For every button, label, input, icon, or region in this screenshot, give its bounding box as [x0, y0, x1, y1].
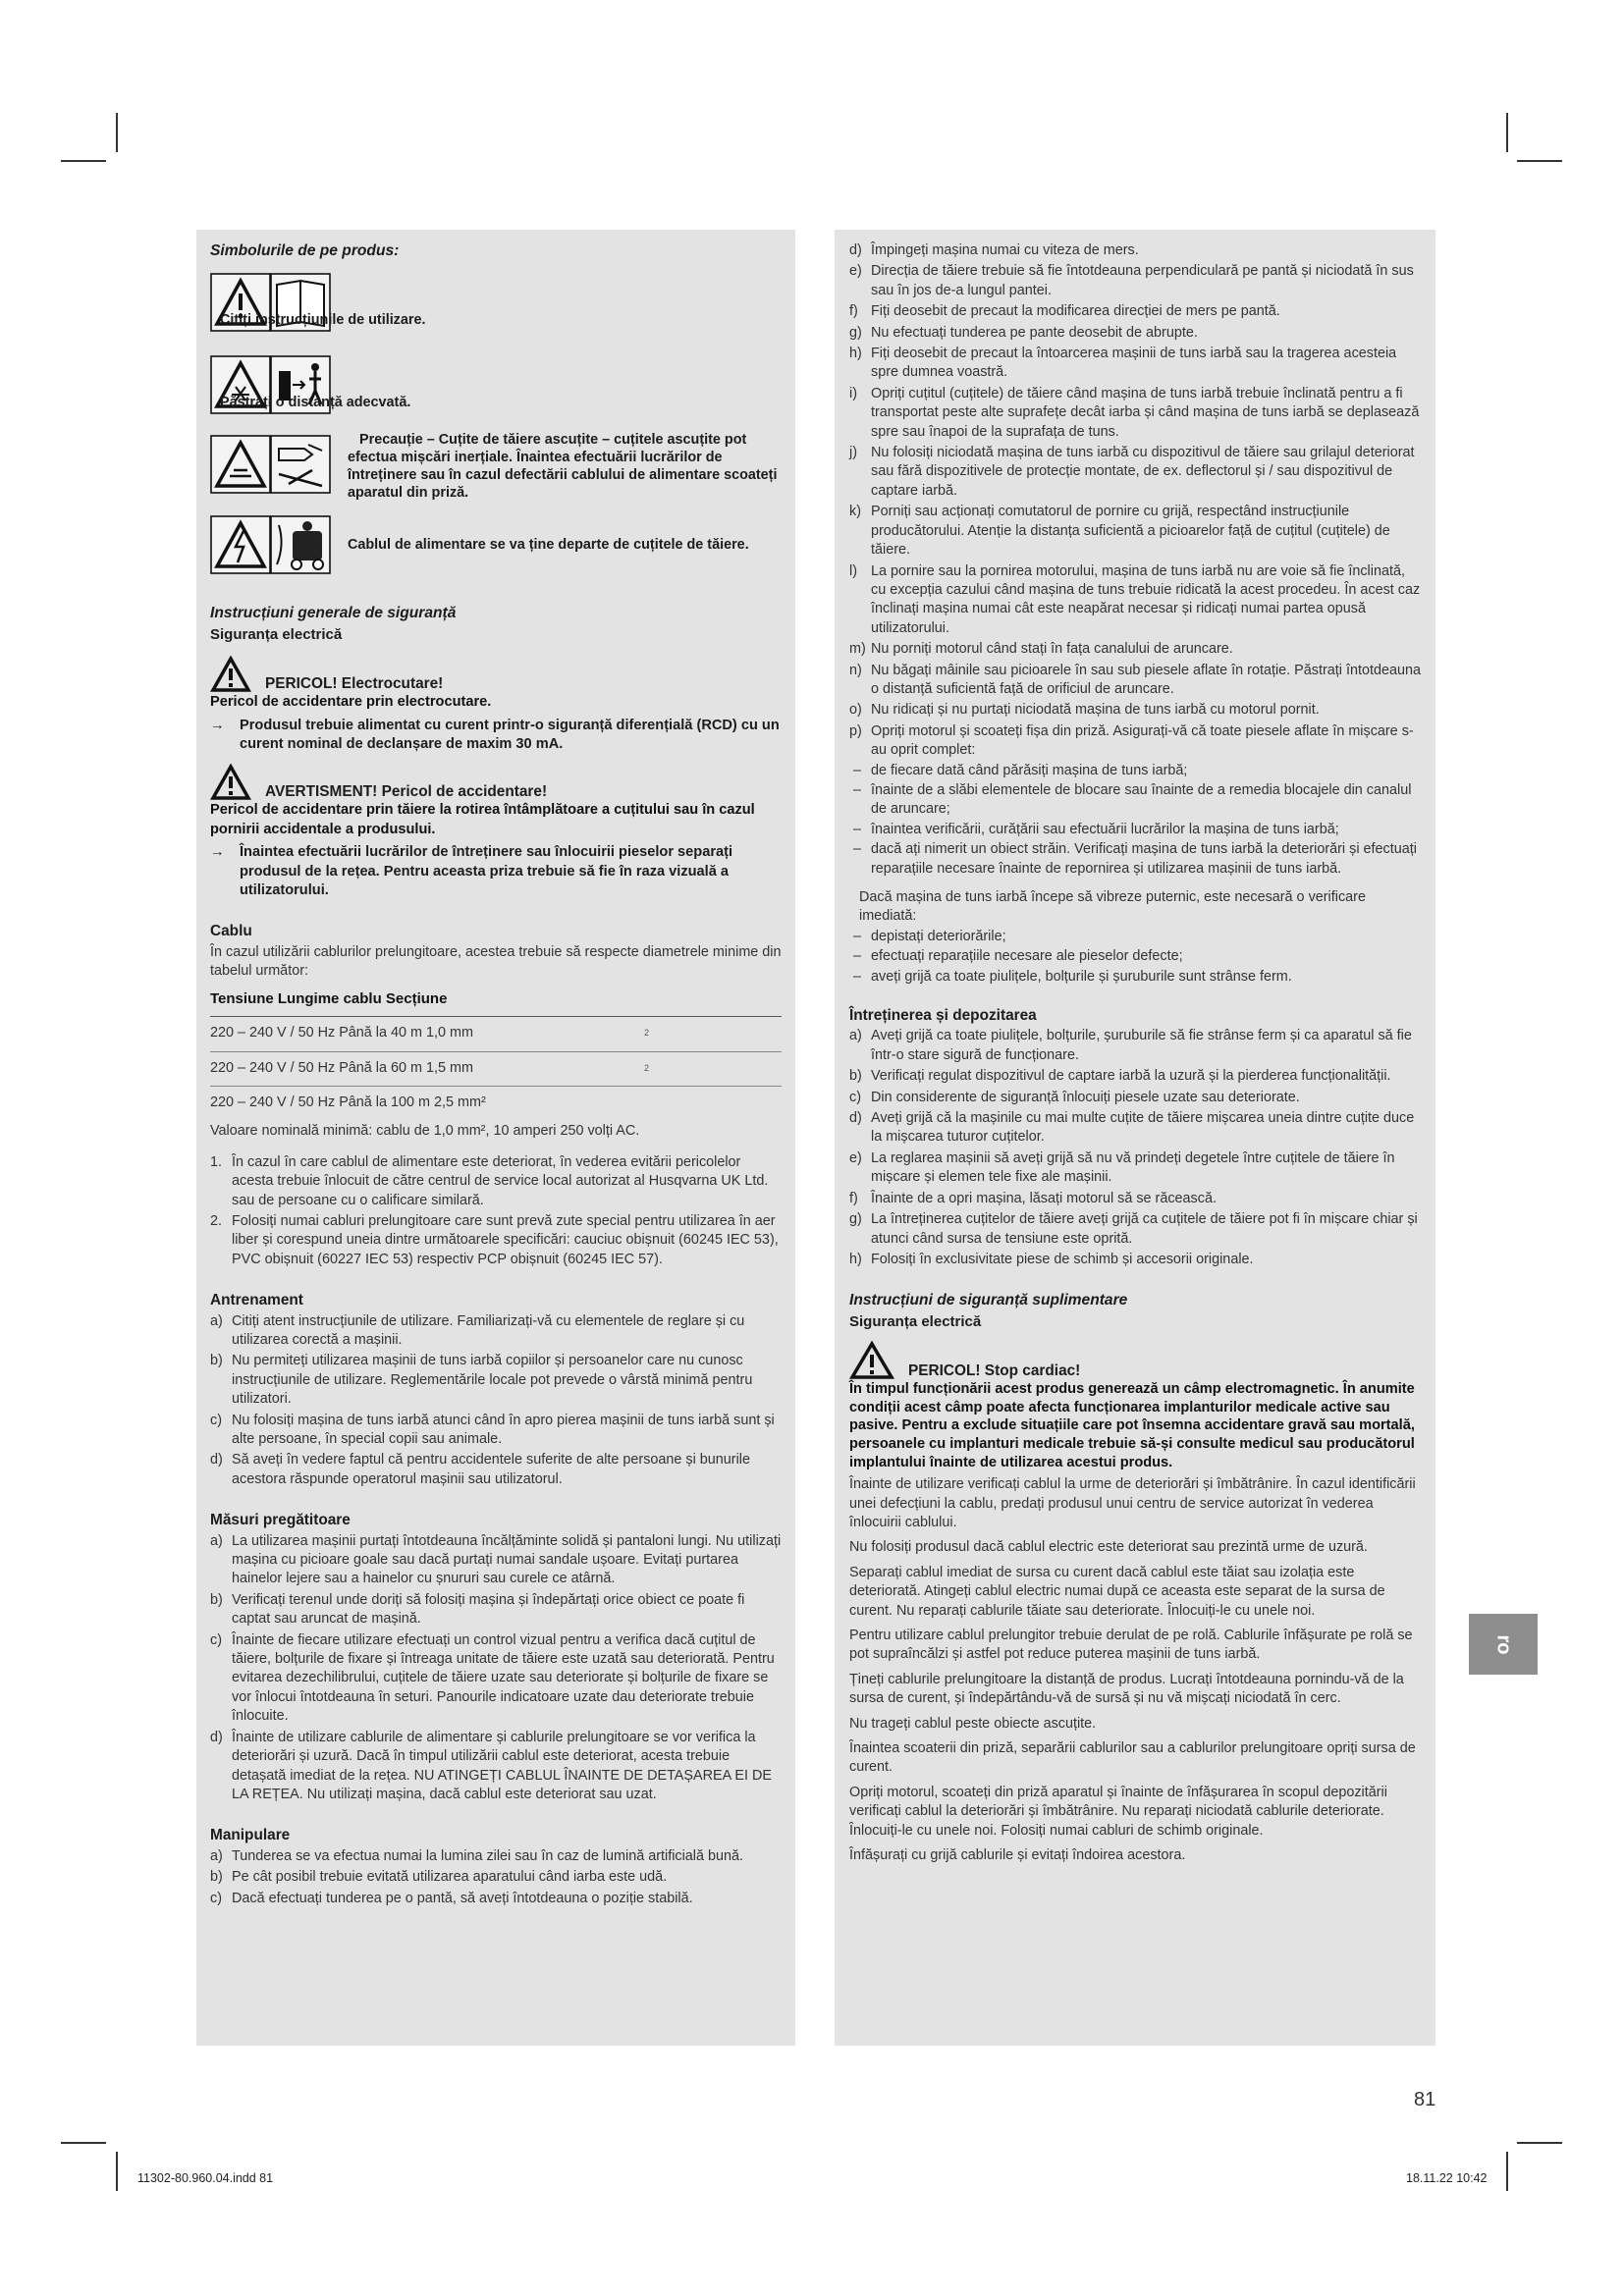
- dash-item-text: efectuați reparațiile necesare ale pieselor defecte;: [871, 948, 1183, 965]
- danger-electrocution: [210, 656, 782, 693]
- list-item-text: Aveți grijă ca toate piulițele, bolțurile, șuruburile să fie strânse ferm și ca aparatul să fie într-o stare sigură de funcționare.: [871, 1028, 1412, 1063]
- list-item: [210, 1412, 782, 1450]
- dash-item-text: dacă ați nimerit un obiect străin. Verificați mașina de tuns iarbă la deteriorări și efectuați reparațiile necesare înainte de repornirea și utilizarea mașinii de tuns iarbă.: [871, 841, 1417, 877]
- symbol-sharp-blades-text: Precauție – Cuțite de tăiere ascuțite – cuțitele ascuțite pot efectua mișcări inerțiale. Înaintea efectuării lucrărilor de întreținere sau în cazul defectării cablului de alimentare scoateți aparatul din priză.: [348, 432, 778, 502]
- list-item-key: f): [849, 303, 858, 320]
- maintenance-title: Întreținerea și depozitarea: [849, 1007, 1037, 1025]
- dash-item-text: de fiecare dată când părăsiți mașina de tuns iarbă;: [871, 762, 1188, 778]
- table-cell-superscript: 2: [644, 1051, 782, 1086]
- electrical-safety-subtitle: Siguranța electrică: [210, 625, 343, 643]
- dash-item: – depistați deteriorările;: [853, 928, 1006, 944]
- footer-timestamp: 18.11.22 10:42: [1406, 2171, 1488, 2185]
- list-item-key: i): [849, 385, 857, 401]
- list-item-text: Din considerente de siguranță înlocuiți piesele uzate sau deteriorate.: [871, 1089, 1300, 1105]
- cable-title: Cablu: [210, 923, 252, 940]
- symbol-cable-away-text: Cablul de alimentare se va ține departe de cuțitele de tăiere.: [348, 537, 749, 554]
- list-item-key: l): [849, 562, 857, 579]
- list-item-key: j): [849, 445, 857, 461]
- paragraph: Pentru utilizare cablul prelungitor trebuie derulat de pe rolă. Cablurile înfășurate pe rolă se pot supraîncălzi și astfel pot reduce puterea mașinii de tuns iarbă.: [849, 1627, 1413, 1663]
- symbol-keep-distance: [210, 352, 782, 417]
- crop-mark: [116, 2152, 118, 2191]
- dash-item: – aveți grijă ca toate piulițele, bolțurile și șuruburile sunt strânse ferm.: [853, 968, 1292, 985]
- list-item: [849, 1190, 1422, 1208]
- list-item: [849, 701, 1422, 720]
- list-item-key: a): [210, 1532, 223, 1549]
- table-cell-superscript: 2: [644, 1017, 782, 1051]
- vibration-note: Dacă mașina de tuns iarbă începe să vibreze puternic, este necesară o verificare imediată:: [859, 889, 1366, 925]
- paragraph: Înainte de utilizare verificați cablul la urme de deteriorări și îmbătrânire. În cazul identificării unei defecțiuni la cablu, predați produsul unui centru de service autorizat în vederea înlocuirii cablului.: [849, 1476, 1416, 1530]
- list-item-key: k): [849, 504, 861, 520]
- list-item-text: La întreținerea cuțitelor de tăiere aveți grijă ca cuțitele de tăiere pot fi în mișcare chiar și atunci când sursa de tensiune este oprită.: [871, 1211, 1418, 1247]
- list-item-text: Tunderea se va efectua numai la lumina zilei sau în caz de lumină artificială bună.: [232, 1847, 744, 1864]
- list-item-key: e): [849, 1149, 862, 1166]
- list-item-key: p): [849, 722, 862, 739]
- language-tab: [1469, 1614, 1538, 1675]
- table-cell: 220 – 240 V / 50 Hz Până la 60 m 1,5 mm: [210, 1051, 644, 1086]
- crop-mark: [61, 2142, 106, 2144]
- dash-item: – de fiecare dată când părăsiți mașina de tuns iarbă;: [853, 762, 1188, 778]
- list-item-key: e): [849, 263, 862, 280]
- crop-mark: [1517, 160, 1562, 162]
- crop-mark: [116, 113, 118, 152]
- list-item: [210, 1532, 782, 1589]
- cable-table: [210, 989, 782, 1121]
- list-item: [849, 324, 1422, 343]
- cardiac-warning-text: În timpul funcționării acest produs generează un câmp electromagnetic. În anumite condiții acest câmp poate afecta funcționarea implanturilor medicale active sau pasive. Pentru a exclude situațiile care pot însemna accidentare gravă sau mortală, persoanele cu implanturi medicale trebuie să-și consulte medicul sau producătorul implantului înainte de utilizarea acestui produs.: [849, 1381, 1415, 1470]
- list-item-text: Înainte de utilizare cablurile de alimentare și cablurile prelungitoare se vor verifica la deteriorări și uzură. Dacă în timpul utilizării cablul este deteriorat, acesta trebuie detașată imediat de la rețea. NU ATINGEȚI CABLUL ÎNAINTE DE DETAȘAREA EI DE LA REȚEA. Nu utilizați mașina, dacă cablul este deteriorat sau uzat.: [232, 1729, 772, 1802]
- danger-cardiac: [849, 1341, 1422, 1380]
- crop-mark: [1506, 2152, 1508, 2191]
- list-item-key: c): [210, 1412, 222, 1428]
- crop-mark: [1506, 113, 1508, 152]
- paragraph: Țineți cablurile prelungitoare la distanță de produs. Lucrați întotdeauna pornindu-vă de la sursa de curent, și îndepărtându-vă de sursă și nu vă mișcați niciodată în cerc.: [849, 1671, 1404, 1707]
- warning-triangle-icon: [210, 656, 251, 693]
- list-item-key: b): [210, 1353, 223, 1369]
- list-item: [849, 1251, 1422, 1269]
- list-item-text: Verificați regulat dispozitivul de captare iarbă la uzură și la pierderea funcționalității.: [871, 1068, 1391, 1085]
- list-item-key: b): [849, 1068, 862, 1085]
- paragraph: Nu trageți cablul peste obiecte ascuțite.: [849, 1715, 1097, 1732]
- list-item: [849, 1149, 1422, 1188]
- cable-intro: În cazul utilizării cablurilor prelungitoare, acestea trebuie să respecte diametrele minime din tabelul următor:: [210, 943, 782, 980]
- list-item-text: Înainte de a opri mașina, lăsați motorul să se răcească.: [871, 1190, 1217, 1206]
- list-item: [210, 1847, 782, 1866]
- list-item-text: La pornire sau la pornirea motorului, mașina de tuns iarbă nu are voie să fie înclinată, cu excepția cazului când mașina de tuns trebuie ridicată la acest procedeu. În acest caz înclinați mașina numai cât este neapărat necesar și ridicați numai partea opusă utilizatorului.: [871, 562, 1421, 636]
- list-item-text: Folosiți numai cabluri prelungitoare care sunt prevă zute special pentru utilizarea în aer liber și corespund uneia dintre următoarele specificări: cauciuc obișnuit (60245 IEC 53), PVC obișnuit (60227 IEC 53) respectiv PCP obișnuit (60245 IEC 57).: [232, 1212, 779, 1267]
- list-item: [210, 1312, 782, 1351]
- dash-item: – înainte de a slăbi elementele de blocare sau înainte de a remedia blocajele din canalul de aruncare;: [853, 781, 1412, 818]
- crop-mark: [61, 160, 106, 162]
- warning-label: AVERTISMENT! Pericol de accidentare!: [265, 783, 548, 801]
- table-row: [210, 1017, 782, 1051]
- list-item-key: h): [849, 346, 862, 362]
- list-item-key: b): [210, 1869, 223, 1886]
- symbol-sharp-blades: [210, 431, 782, 502]
- list-item: [849, 1089, 1422, 1107]
- list-item: [849, 562, 1422, 639]
- table-row: [210, 1086, 782, 1120]
- list-item-text: Fiți deosebit de precaut la modificarea direcției de mers pe pantă.: [871, 303, 1280, 320]
- list-item-text: Opriți cuțitul (cuțitele) de tăiere când mașina de tuns iarbă trebuie înclinată pentru a fi transportat peste alte suprafețe decât iarba și când mașina de tuns iarbă se deplasează spre sau înapoi de la suprafața de tuns.: [871, 385, 1420, 440]
- list-item: [210, 1352, 782, 1409]
- list-item-key: d): [849, 1110, 862, 1127]
- list-item-text: În cazul în care cablul de alimentare este deteriorat, în vederea evitării pericolelor acesta trebuie înlocuit de către centrul de service local autorizat al Husqvarna UK Ltd. sau de persoane cu o calificare similară.: [232, 1153, 769, 1208]
- paragraph: Înaintea scoaterii din priză, separării cablurilor sau a cablurilor prelungitoare opriți sursa de curent.: [849, 1739, 1416, 1776]
- cable-away-icon: [210, 515, 336, 574]
- dash-item-text: înainte de a slăbi elementele de blocare sau înainte de a remedia blocajele din canalul de aruncare;: [871, 781, 1412, 818]
- footer-file-name: 11302-80.960.04.indd 81: [137, 2171, 274, 2185]
- table-cell: 220 – 240 V / 50 Hz Până la 100 m 2,5 mm²: [210, 1094, 486, 1110]
- list-item: [849, 385, 1422, 442]
- list-item: [210, 1451, 782, 1489]
- list-item-key: o): [849, 702, 862, 719]
- list-item: [210, 1890, 782, 1908]
- paragraph: Înfășurați cu grijă cablurile și evitați îndoirea acestora.: [849, 1847, 1186, 1863]
- list-item-key: n): [849, 662, 862, 678]
- page-number: 81: [1414, 2089, 1436, 2110]
- list-item: [849, 722, 1422, 761]
- list-item-key: d): [849, 242, 862, 258]
- list-item-text: Opriți motorul și scoateți fișa din priză. Asigurați-vă că toate piesele aflate în mișcare s-au oprit complet:: [871, 722, 1414, 759]
- unplug-instruction: → Înaintea efectuării lucrărilor de întreținere sau înlocuirii pieselor separați produsul de la rețea. Pentru aceasta priza trebuie să fie în raza vizuală a utilizatorului.: [210, 843, 782, 900]
- warning-triangle-icon: [210, 764, 251, 801]
- list-item-text: Verificați terenul unde doriți să folosiți mașina și îndepărtați orice obiect ce poate fi captat sau aruncat de mașină.: [232, 1591, 745, 1628]
- right-column: [835, 230, 1435, 2046]
- list-item: [849, 302, 1422, 321]
- dash-item: – efectuați reparațiile necesare ale pieselor defecte;: [853, 948, 1183, 965]
- list-item-text: Direcția de tăiere trebuie să fie întotdeauna perpendiculară pe pantă și niciodată în sus sau în jos de-a lungul pantei.: [871, 263, 1414, 298]
- dash-item-text: înaintea verificării, curățării sau efectuării lucrărilor la mașina de tuns iarbă;: [871, 821, 1339, 837]
- symbol-read-manual-text: Citiți instrucțiunile de utilizare.: [220, 312, 426, 329]
- list-item-text: Porniți sau acționați comutatorul de pornire cu grijă, respectând instrucțiunile producătorului. Atenție la distanța suficientă a picioarelor față de cuțitul (cuțitele) de tăiere.: [871, 504, 1390, 559]
- list-item-key: a): [210, 1312, 223, 1329]
- extra-electrical-subtitle: Siguranța electrică: [849, 1312, 982, 1330]
- warning-text: Pericol de accidentare prin tăiere la rotirea întâmplătoare a cuțitului sau în cazul pornirii accidentale a produsului.: [210, 802, 755, 837]
- list-item-key: h): [849, 1251, 862, 1267]
- list-item: [210, 1212, 782, 1269]
- left-column: [196, 230, 795, 2046]
- list-item-text: Fiți deosebit de precaut la întoarcerea mașinii de tuns iarbă sau la tragerea acesteia spre dumnea voastră.: [871, 346, 1397, 381]
- list-item: [849, 1027, 1422, 1065]
- list-item: [849, 1067, 1422, 1086]
- list-item: [849, 1109, 1422, 1148]
- cable-table-header: Tensiune Lungime cablu Secțiune: [210, 989, 782, 1017]
- warning-injury: [210, 764, 782, 801]
- list-item-text: Nu porniți motorul când stați în fața canalului de aruncare.: [871, 641, 1233, 658]
- list-item-text: Împingeți mașina numai cu viteza de mers.: [871, 242, 1139, 258]
- list-item: [849, 503, 1422, 560]
- general-safety-title: Instrucțiuni generale de siguranță: [210, 605, 457, 622]
- paragraph: Nu folosiți produsul dacă cablul electric este deteriorat sau prezintă urme de uzură.: [849, 1539, 1368, 1556]
- list-item-text: Nu ridicați și nu purtați niciodată mașina de tuns iarbă cu motorul pornit.: [871, 702, 1320, 719]
- table-cell: 220 – 240 V / 50 Hz Până la 40 m 1,0 mm: [210, 1017, 644, 1051]
- language-tab-label: ro: [1492, 1634, 1515, 1654]
- list-item-text: Aveți grijă că la mașinile cu mai multe cuțite de tăiere mișcarea uneia dintre cuțite duce la mișcarea tuturor cuțitelor.: [871, 1110, 1415, 1146]
- list-item-key: g): [849, 324, 862, 341]
- cable-nominal-value: Valoare nominală minimă: cablu de 1,0 mm², 10 amperi 250 volți AC.: [210, 1123, 640, 1140]
- list-item-key: 2.: [210, 1212, 223, 1229]
- list-item: [849, 1210, 1422, 1249]
- sharp-blades-icon: [210, 435, 336, 494]
- danger-label: PERICOL! Electrocutare!: [265, 674, 444, 692]
- list-item-text: Înainte de fiecare utilizare efectuați un control vizual pentru a verifica dacă cuțitul de tăiere, bolțurile de fixare și întreaga unitate de tăiere este uzată sau deteriorată. Pentru evitarea dezechilibrului, cuțitele de tăiere uzate sau deteriorate și bolțurile de fixare se vor înlocui întotdeauna în seturi. Panourile indicatoare uzate dau deteriorate trebuie înlocuite.: [232, 1631, 775, 1725]
- danger-label: PERICOL! Stop cardiac!: [908, 1362, 1081, 1379]
- list-item-text: Nu folosiți niciodată mașina de tuns iarbă cu dispozitivul de tăiere sau grilajul deteriorat sau fără dispozitivele de protecție montate, de ex. deflectorul și / sau dispozitivul de captare iarbă.: [871, 445, 1415, 499]
- list-item: [849, 241, 1422, 260]
- table-row: [210, 1051, 782, 1086]
- list-item-key: f): [849, 1190, 858, 1206]
- list-item-text: Folosiți în exclusivitate piese de schimb și accesorii originale.: [871, 1251, 1254, 1267]
- list-item-key: a): [210, 1847, 223, 1864]
- list-item-key: d): [210, 1452, 223, 1468]
- list-item: [210, 1153, 782, 1210]
- list-item: [210, 1729, 782, 1805]
- list-item-text: La utilizarea mașinii purtați întotdeauna încălțăminte solidă și pantaloni lungi. Nu utilizați mașina cu picioare goale sau dacă purtați numai sandale ușoare. Evitați purtarea hainelor lejere sau a hainelor cu șnururi sau curele ce atârnă.: [232, 1532, 782, 1587]
- list-item-key: 1.: [210, 1153, 223, 1170]
- list-item-text: Pe cât posibil trebuie evitată utilizarea aparatului când iarba este udă.: [232, 1869, 668, 1886]
- list-item-key: c): [210, 1890, 222, 1906]
- list-item: [849, 640, 1422, 659]
- warning-triangle-icon: [849, 1341, 894, 1380]
- list-item: [849, 444, 1422, 501]
- list-item-key: b): [210, 1591, 223, 1608]
- list-item: [210, 1631, 782, 1727]
- symbol-read-manual: [210, 270, 782, 335]
- dash-item-text: depistați deteriorările;: [871, 928, 1006, 944]
- symbols-title: Simbolurile de pe produs:: [210, 242, 400, 259]
- handling-title: Manipulare: [210, 1827, 291, 1844]
- list-item-key: c): [210, 1631, 222, 1648]
- dash-item-text: aveți grijă ca toate piulițele, bolțurile și șuruburile sunt strânse ferm.: [871, 968, 1292, 985]
- list-item-text: Să aveți în vedere faptul că pentru accidentele suferite de alte persoane și bunurile acestora răspunde operatorul mașinii sau utilizatorul.: [232, 1452, 750, 1487]
- list-item: [849, 262, 1422, 300]
- dash-item: – dacă ați nimerit un obiect străin. Verificați mașina de tuns iarbă la deteriorări și efectuați reparațiile necesare înainte de repornirea și utilizarea mașinii de tuns iarbă.: [853, 841, 1417, 877]
- list-item-key: c): [849, 1089, 861, 1105]
- symbol-keep-distance-text: Păstrați o distanță adecvată.: [220, 395, 411, 411]
- dash-item: – înaintea verificării, curățării sau efectuării lucrărilor la mașina de tuns iarbă;: [853, 821, 1339, 837]
- list-item-key: d): [210, 1729, 223, 1745]
- rcd-instruction: → Produsul trebuie alimentat cu curent printr-o siguranță diferențială (RCD) cu un curent nominal de declanșare de maxim 30 mA.: [210, 717, 782, 755]
- list-item-key: m): [849, 641, 866, 658]
- list-item: [210, 1868, 782, 1887]
- list-item-key: g): [849, 1211, 862, 1228]
- preparation-title: Măsuri pregătitoare: [210, 1512, 351, 1529]
- paragraph: Opriți motorul, scoateți din priză aparatul și înainte de înfășurarea în scopul depozitării verificați cablul la deteriorări și îmbătrânire. Nu reparați niciodată cablurile deteriorate. Înlocuiți-le cu unele noi. Folosiți numai cabluri de schimb originale.: [849, 1784, 1387, 1839]
- list-item-text: Dacă efectuați tunderea pe o pantă, să aveți întotdeauna o poziție stabilă.: [232, 1890, 693, 1906]
- list-item-text: Nu permiteți utilizarea mașinii de tuns iarbă copiilor și persoanelor care nu cunosc instrucțiunile de utilizare. Reglementările locale pot prevede o vârstă minimă pentru utilizatori.: [232, 1353, 753, 1408]
- list-item: [210, 1591, 782, 1629]
- list-item-text: Citiți atent instrucțiunile de utilizare. Familiarizați-vă cu elementele de reglare și cu utilizarea corectă a mașinii.: [232, 1312, 745, 1348]
- list-item: [849, 345, 1422, 383]
- crop-mark: [1517, 2142, 1562, 2144]
- symbol-cable-away: [210, 515, 782, 574]
- training-title: Antrenament: [210, 1292, 303, 1309]
- table-cell-superscript: [644, 1086, 782, 1120]
- danger-text: Pericol de accidentare prin electrocutare.: [210, 694, 492, 711]
- list-item-key: a): [849, 1028, 862, 1044]
- extra-safety-title: Instrucțiuni de siguranță suplimentare: [849, 1292, 1128, 1309]
- list-item-text: Nu efectuați tunderea pe pante deosebit de abrupte.: [871, 324, 1198, 341]
- list-item-text: La reglarea mașinii să aveți grijă să nu vă prindeți degetele între cuțitele de tăiere în mișcare și elemen tele fixe ale mașinii.: [871, 1149, 1395, 1186]
- list-item: [849, 662, 1422, 700]
- list-item-text: Nu băgați mâinile sau picioarele în sau sub piesele aflate în rotație. Păstrați întotdeauna o distanță suficientă față de orificiul de aruncare.: [871, 662, 1421, 697]
- list-item-text: Nu folosiți mașina de tuns iarbă atunci când în apro pierea mașinii de tuns iarbă sunt și alte persoane, în special copii sau animale.: [232, 1412, 775, 1447]
- paragraph: Separați cablul imediat de sursa cu curent dacă cablul este tăiat sau izolația este deteriorată. Atingeți cablul electric numai după ce aceasta este separat de la sursa de curent. Nu reparați cablurile tăiate sau deteriorate. Înlocuiți-le cu unele noi.: [849, 1564, 1385, 1619]
